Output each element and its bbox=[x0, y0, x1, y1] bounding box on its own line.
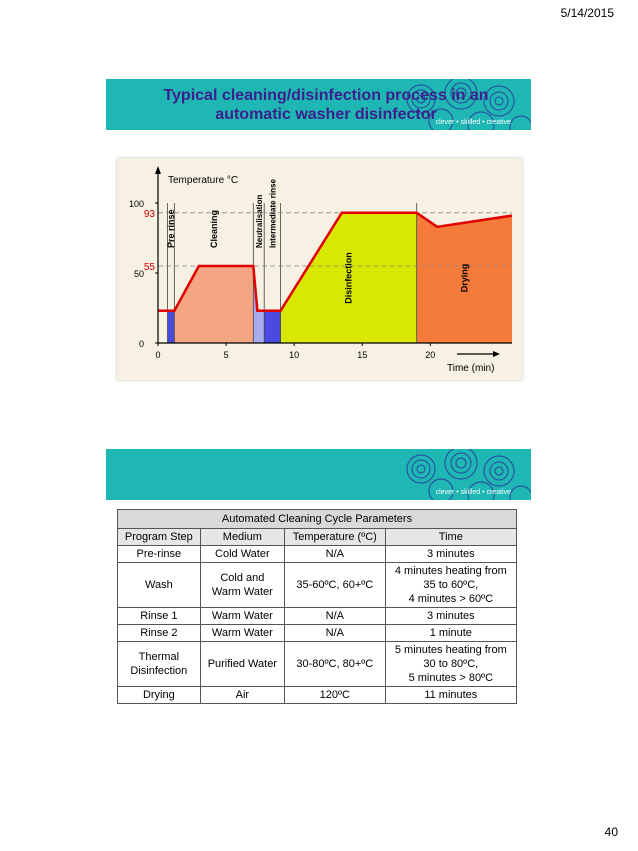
table-header: Medium bbox=[200, 529, 284, 546]
table-row bbox=[118, 608, 517, 625]
table-cell: Thermal Disinfection bbox=[118, 642, 201, 687]
table-header: Temperature (ºC) bbox=[284, 529, 385, 546]
table-cell: 35-60ºC, 60+ºC bbox=[284, 563, 385, 608]
table-cell: Cold Water bbox=[200, 546, 284, 563]
table-cell: 30-80ºC, 80+ºC bbox=[284, 642, 385, 687]
phase-area-3 bbox=[264, 311, 280, 343]
phase-area-1 bbox=[174, 266, 253, 343]
phase-label: Pre rinse bbox=[165, 209, 176, 248]
table-caption: Automated Cleaning Cycle Parameters bbox=[118, 510, 517, 529]
table-header: Time bbox=[385, 529, 516, 546]
table-cell: N/A bbox=[284, 625, 385, 642]
temperature-chart-svg bbox=[117, 158, 522, 380]
table-header: Program Step bbox=[118, 529, 201, 546]
table-cell: Rinse 1 bbox=[118, 608, 201, 625]
table-row bbox=[118, 642, 517, 687]
table-cell: Wash bbox=[118, 563, 201, 608]
table-cell: Air bbox=[200, 687, 284, 704]
table-cell: 4 minutes heating from 35 to 60ºC, 4 minutes > 60ºC bbox=[385, 563, 516, 608]
x-tick-label: 20 bbox=[425, 350, 436, 360]
tagline: clever • skilled • creative bbox=[435, 489, 511, 496]
phase-area-0 bbox=[168, 311, 175, 343]
table-cell: Warm Water bbox=[200, 625, 284, 642]
x-axis-title: Time (min) bbox=[447, 363, 495, 374]
reference-label: 55 bbox=[143, 262, 155, 273]
slide-title-line2: automatic washer disinfector bbox=[215, 106, 437, 123]
y-tick-label: 50 bbox=[133, 269, 144, 279]
table-cell: Cold and Warm Water bbox=[200, 563, 284, 608]
phase-label: Drying bbox=[459, 263, 470, 293]
table-cell: 5 minutes heating from 30 to 80ºC, 5 minutes > 80ºC bbox=[385, 642, 516, 687]
tagline: clever • skilled • creative bbox=[435, 119, 511, 126]
x-tick-label: 10 bbox=[289, 350, 300, 360]
table-cell: Pre-rinse bbox=[118, 546, 201, 563]
table-cell: Rinse 2 bbox=[118, 625, 201, 642]
x-tick-label: 5 bbox=[223, 350, 229, 360]
table-row bbox=[118, 563, 517, 608]
phase-label: Intermediate rinse bbox=[268, 179, 278, 248]
page-number: 40 bbox=[604, 825, 618, 839]
table-cell: 3 minutes bbox=[385, 546, 516, 563]
y-axis-arrow-icon bbox=[155, 166, 161, 174]
x-tick-label: 0 bbox=[155, 350, 161, 360]
time-arrow-icon bbox=[493, 351, 500, 357]
table-cell: N/A bbox=[284, 546, 385, 563]
table-cell: 1 minute bbox=[385, 625, 516, 642]
table-row bbox=[118, 687, 517, 704]
phase-label: Disinfection bbox=[343, 252, 354, 304]
slide-title-line1: Typical cleaning/disinfection process in an bbox=[163, 87, 489, 104]
cleaning-cycle-table bbox=[117, 509, 517, 704]
slide2-banner bbox=[106, 449, 531, 500]
reference-label: 93 bbox=[143, 208, 155, 220]
slide-title-banner bbox=[106, 79, 531, 130]
phase-label: Cleaning bbox=[208, 209, 219, 248]
table-cell: 120ºC bbox=[284, 687, 385, 704]
y-tick-label: 0 bbox=[138, 339, 144, 349]
table-cell: 3 minutes bbox=[385, 608, 516, 625]
slide-date: 5/14/2015 bbox=[560, 6, 614, 20]
table-cell: Drying bbox=[118, 687, 201, 704]
y-tick-label: 100 bbox=[128, 199, 144, 209]
table-cell: 11 minutes bbox=[385, 687, 516, 704]
table-cell: Purified Water bbox=[200, 642, 284, 687]
y-axis-title: Temperature °C bbox=[168, 175, 239, 186]
temperature-chart bbox=[117, 158, 522, 380]
x-tick-label: 15 bbox=[357, 350, 368, 360]
table-cell: N/A bbox=[284, 608, 385, 625]
table-cell: Warm Water bbox=[200, 608, 284, 625]
table-row bbox=[118, 546, 517, 563]
table-row bbox=[118, 625, 517, 642]
phase-label: Neutralisation bbox=[254, 194, 264, 248]
